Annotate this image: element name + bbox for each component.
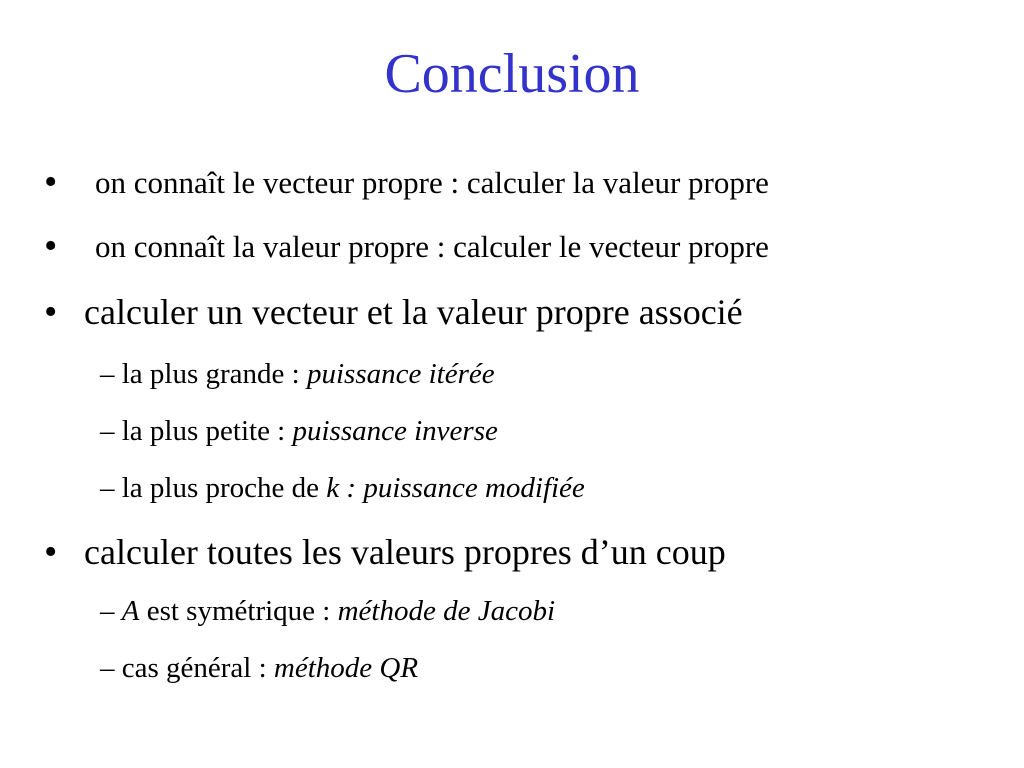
sub-dash: – xyxy=(100,358,115,390)
matrix-symbol: A xyxy=(121,595,140,627)
sub-method: puissance inverse xyxy=(292,415,498,447)
sub-dash: – xyxy=(100,595,115,627)
sub-item-largest xyxy=(100,355,495,393)
bullet-symbol: • xyxy=(44,291,58,333)
sub-item-smallest xyxy=(100,412,498,450)
sub-method: méthode QR xyxy=(273,652,419,684)
bullet-text: on connaît la valeur propre : calculer le vecteur propre xyxy=(95,229,769,264)
bullet-symbol: • xyxy=(44,161,58,203)
sub-method: puissance itérée xyxy=(306,358,495,390)
bullet-symbol: • xyxy=(44,531,58,573)
sub-item-general xyxy=(100,649,418,687)
sub-text: cas général : xyxy=(121,652,274,684)
bullet-text: calculer toutes les valeurs propres d’un coup xyxy=(84,532,726,572)
sub-method: méthode de Jacobi xyxy=(337,595,556,627)
bullet-text: on connaît le vecteur propre : calculer la valeur propre xyxy=(95,165,769,200)
slide-title: Conclusion xyxy=(384,43,640,105)
sub-item-symmetric xyxy=(100,592,555,630)
sub-text: la plus proche de xyxy=(121,472,327,504)
sub-text: la plus grande : xyxy=(121,358,307,390)
sub-dash: – xyxy=(100,472,115,504)
sub-dash: – xyxy=(100,415,115,447)
sub-text: est symétrique : xyxy=(139,595,338,627)
sub-item-closest xyxy=(100,469,585,507)
sub-dash: – xyxy=(100,652,115,684)
sub-text: la plus petite : xyxy=(121,415,293,447)
bullet-symbol: • xyxy=(44,225,58,267)
bullet-text: calculer un vecteur et la valeur propre associé xyxy=(84,292,743,332)
sub-method: k : puissance modifiée xyxy=(326,472,585,504)
